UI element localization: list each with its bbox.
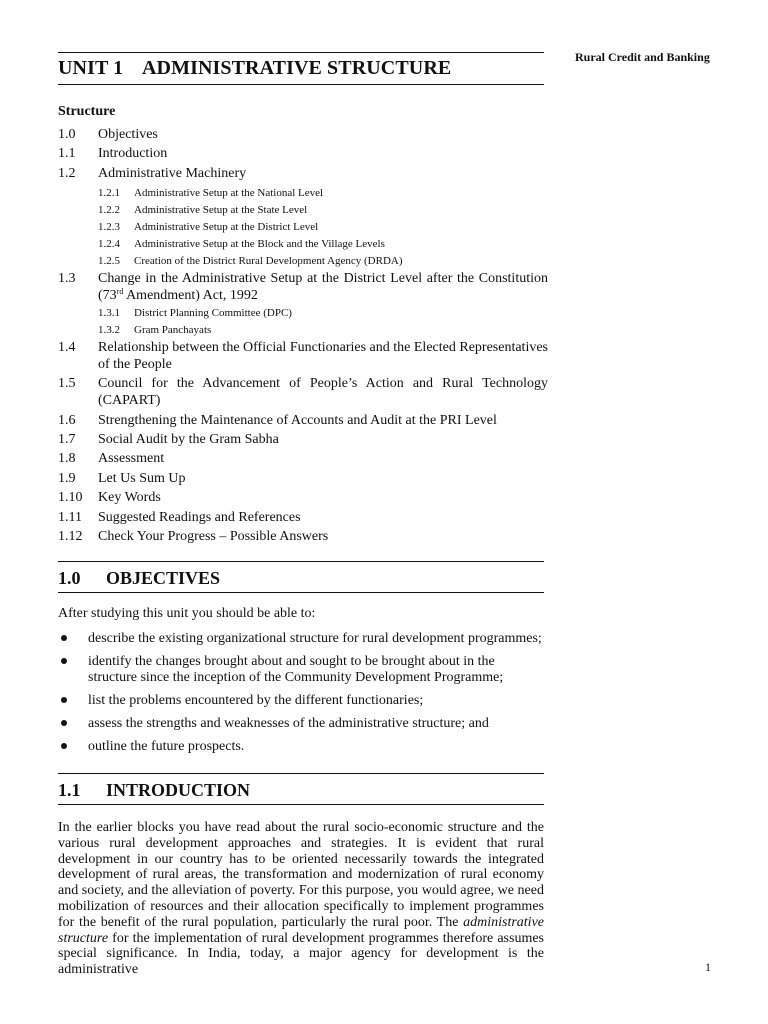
list-item-text: describe the existing organizational structure for rural development programmes; xyxy=(88,631,542,646)
title-top-rule xyxy=(58,52,544,53)
title-bottom-rule xyxy=(58,84,544,85)
toc-item-title: Key Words xyxy=(98,490,161,506)
toc-item-number: 1.12 xyxy=(58,528,83,544)
toc-subitem-title: District Planning Committee (DPC) xyxy=(134,306,292,319)
toc-subitem[interactable] xyxy=(98,187,548,200)
toc-item-number: 1.7 xyxy=(58,431,76,447)
toc-item[interactable] xyxy=(58,509,548,526)
table-of-contents xyxy=(58,126,548,547)
list-item xyxy=(58,739,544,755)
toc-subitem-number: 1.2.2 xyxy=(98,203,120,216)
toc-item-title: Social Audit by the Gram Sabha xyxy=(98,431,279,447)
toc-item[interactable] xyxy=(58,412,548,429)
toc-subitem[interactable] xyxy=(98,238,548,251)
toc-item[interactable] xyxy=(58,528,548,545)
paragraph-text: for the implementation of rural development programmes therefore assumes special significance. In India, today, a major agency for development is the administrative xyxy=(58,930,544,978)
toc-item-number: 1.0 xyxy=(58,127,76,142)
toc-item[interactable] xyxy=(58,431,548,448)
structure-label: Structure xyxy=(58,104,116,119)
toc-item-number: 1.4 xyxy=(58,339,76,355)
toc-subitem-title: Administrative Setup at the District Level xyxy=(134,220,319,233)
list-item-text: identify the changes brought about and sought to be brought about in the structure since the inception of the Community Development Programme; xyxy=(88,654,504,685)
bullet-icon xyxy=(61,743,67,749)
toc-item-title: Assessment xyxy=(98,451,165,467)
objectives-heading xyxy=(58,568,220,589)
toc-item[interactable] xyxy=(58,339,548,373)
toc-item-title: Administrative Machinery xyxy=(98,165,247,181)
toc-subitem-number: 1.2.1 xyxy=(98,186,120,199)
list-item-text: assess the strengths and weaknesses of the administrative structure; and xyxy=(88,715,489,731)
toc-item-number: 1.6 xyxy=(58,412,76,428)
unit-title-text: ADMINISTRATIVE STRUCTURE xyxy=(142,57,452,79)
toc-item-title: Check Your Progress – Possible Answers xyxy=(98,528,329,544)
toc-subitem[interactable] xyxy=(98,255,548,268)
objectives-top-rule xyxy=(58,561,544,562)
objectives-intro: After studying this unit you should be able to: xyxy=(58,606,316,621)
list-item xyxy=(58,693,544,709)
toc-item-title xyxy=(58,270,548,304)
introduction-paragraph xyxy=(58,820,544,978)
toc-subitem[interactable] xyxy=(98,307,548,320)
toc-subitem-title: Administrative Setup at the National Level xyxy=(134,186,324,199)
toc-item[interactable] xyxy=(58,375,548,409)
paragraph-text: In the earlier blocks you have read about the rural socio-economic structure and the various rural development approaches and strategies. It is evident that rural development in our country has to be oriented necessarily towards the integrated development of rural areas, the transformation and modernization of rural economy and society, and the alleviation of poverty. For this purpose, you would agree, we need mobilization of resources and their allocation specifically to implement programmes for the benefit of the rural population, particularly the rural poor. The xyxy=(58,820,544,930)
toc-subitem-number: 1.2.5 xyxy=(98,254,120,267)
toc-item-title: Let Us Sum Up xyxy=(98,470,186,486)
objectives-number: 1.0 xyxy=(58,568,81,588)
introduction-top-rule xyxy=(58,773,544,774)
bullet-icon xyxy=(61,697,67,703)
page-number: 1 xyxy=(705,960,711,974)
toc-item-title: Suggested Readings and References xyxy=(98,509,301,525)
toc-item-number: 1.11 xyxy=(58,509,82,525)
bullet-icon xyxy=(61,720,67,726)
toc-item[interactable] xyxy=(58,470,548,487)
objectives-heading-text: OBJECTIVES xyxy=(106,568,221,588)
toc-item-number: 1.9 xyxy=(58,470,76,486)
toc-item-number: 1.8 xyxy=(58,451,76,467)
toc-item-number: 1.3 xyxy=(58,270,76,286)
toc-item-number: 1.5 xyxy=(58,376,76,392)
toc-item[interactable] xyxy=(58,126,548,143)
toc-item[interactable] xyxy=(58,145,548,162)
list-item-text: outline the future prospects. xyxy=(88,738,245,754)
list-item xyxy=(58,716,544,732)
toc-subitem-number: 1.2.4 xyxy=(98,237,120,250)
toc-subitem-title: Administrative Setup at the Block and the Village Levels xyxy=(134,237,385,250)
toc-subitem-number: 1.3.1 xyxy=(98,306,120,319)
bullet-icon xyxy=(61,635,67,641)
introduction-bottom-rule xyxy=(58,804,544,805)
toc-subitem-number: 1.2.3 xyxy=(98,220,120,233)
toc-item-title: Strengthening the Maintenance of Accounts and Audit at the PRI Level xyxy=(98,412,497,428)
toc-item[interactable] xyxy=(58,489,548,506)
unit-title xyxy=(58,57,451,80)
list-item xyxy=(58,654,544,685)
toc-item-title: Council for the Advancement of People’s Action and Rural Technology (CAPART) xyxy=(98,376,548,409)
objectives-list xyxy=(58,631,544,762)
toc-item[interactable] xyxy=(58,450,548,467)
toc-item-title-part: Change in the Administrative Setup at the District Level after the Constitution (73 xyxy=(98,270,548,303)
list-item xyxy=(58,631,544,647)
toc-item-title: Objectives xyxy=(98,127,158,142)
running-header: Rural Credit and Banking xyxy=(575,50,710,64)
toc-subitem[interactable] xyxy=(98,324,548,337)
bullet-icon xyxy=(61,658,67,664)
toc-item-title-superscript: rd xyxy=(116,286,124,296)
toc-item-title: Introduction xyxy=(98,146,168,162)
toc-item-title: Relationship between the Official Functionaries and the Elected Representatives of the People xyxy=(98,339,548,372)
objectives-bottom-rule xyxy=(58,592,544,593)
toc-subitem-number: 1.3.2 xyxy=(98,323,120,336)
toc-subitem-title: Gram Panchayats xyxy=(134,323,212,336)
toc-subitem[interactable] xyxy=(98,221,548,234)
toc-subitem-title: Administrative Setup at the State Level xyxy=(134,203,308,216)
toc-item[interactable] xyxy=(58,165,548,182)
toc-item-title-part: Amendment) Act, 1992 xyxy=(123,287,258,303)
introduction-heading-text: INTRODUCTION xyxy=(106,780,251,800)
toc-item-number: 1.1 xyxy=(58,146,76,162)
toc-item[interactable] xyxy=(58,270,548,304)
toc-item-number: 1.10 xyxy=(58,490,83,506)
paragraph-emphasis: administrative structure xyxy=(58,914,544,946)
introduction-heading xyxy=(58,780,250,801)
toc-subitem-title: Creation of the District Rural Development Agency (DRDA) xyxy=(134,254,403,267)
unit-number: UNIT 1 xyxy=(58,57,124,79)
toc-subitem[interactable] xyxy=(98,204,548,217)
list-item-text: list the problems encountered by the different functionaries; xyxy=(88,692,424,708)
toc-item-number: 1.2 xyxy=(58,165,76,181)
introduction-number: 1.1 xyxy=(58,780,81,800)
